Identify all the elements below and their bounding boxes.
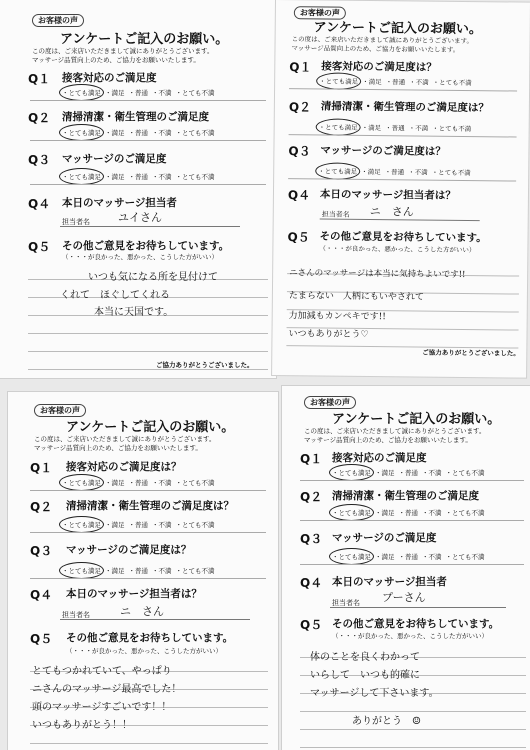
rating-very-dissatisfied[interactable]: ・とても不満 bbox=[175, 129, 215, 137]
rating-dissatisfied[interactable]: ・不満 bbox=[152, 479, 172, 487]
comment-line-4: ありがとう ☺ bbox=[352, 716, 421, 727]
rating-satisfied[interactable]: ・満足 bbox=[375, 509, 395, 517]
comment-line-3: 力加減もカンペキです!! bbox=[288, 311, 386, 323]
rating-very-satisfied[interactable]: ・とても満足 bbox=[319, 77, 359, 86]
sheet-title: アンケートご記入のお願い。 bbox=[60, 32, 229, 47]
q5-text: その他ご意見をお待ちしています。 bbox=[332, 618, 500, 630]
q4-text: 本日のマッサージ担当者は？ bbox=[66, 588, 202, 600]
comment-line-2: たまらない 人柄にもいやされて bbox=[288, 291, 424, 303]
survey-sheet-3 bbox=[8, 392, 278, 750]
rating-satisfied[interactable]: ・満足 bbox=[105, 89, 125, 97]
rating-satisfied[interactable]: ・満足 bbox=[105, 129, 125, 137]
q5-subtext: （・・・が良かった、悪かった、こうした方がいい） bbox=[62, 253, 218, 261]
sheet-title: アンケートご記入のお願い。 bbox=[332, 412, 501, 427]
rating-very-dissatisfied[interactable]: ・とても不満 bbox=[445, 509, 485, 517]
q2-rating-scale[interactable] bbox=[332, 508, 485, 517]
rating-satisfied[interactable]: ・満足 bbox=[105, 567, 125, 575]
divider bbox=[30, 184, 266, 185]
q1-text: 接客対応のご満足度は？ bbox=[66, 461, 182, 473]
staff-name-underline bbox=[60, 619, 250, 620]
voice-tag: お客様の声 bbox=[34, 404, 86, 417]
survey-sheet-1 bbox=[0, 0, 276, 378]
q4-number: Q４ bbox=[30, 588, 53, 602]
rating-very-satisfied[interactable]: ・とても満足 bbox=[62, 173, 101, 181]
rating-dissatisfied[interactable]: ・不満 bbox=[408, 168, 428, 177]
sheet-title: アンケートご記入のお願い。 bbox=[313, 20, 483, 38]
q3-number: Q３ bbox=[300, 532, 323, 546]
divider bbox=[288, 178, 516, 181]
thanks-note: ご協力ありがとうございました。 bbox=[156, 361, 254, 369]
rating-satisfied[interactable]: ・満足 bbox=[375, 553, 395, 561]
q2-text: 清掃清潔・衛生管理のご満足度 bbox=[62, 111, 209, 123]
rating-satisfied[interactable]: ・満足 bbox=[105, 479, 125, 487]
rating-very-dissatisfied[interactable]: ・とても不満 bbox=[175, 521, 215, 529]
rating-dissatisfied[interactable]: ・不満 bbox=[152, 89, 172, 97]
rating-neutral[interactable]: ・普通 bbox=[128, 173, 148, 181]
staff-name-underline bbox=[320, 218, 480, 221]
q3-text: マッサージのご満足度 bbox=[62, 153, 167, 165]
rating-dissatisfied[interactable]: ・不満 bbox=[422, 469, 442, 477]
q1-number: Q１ bbox=[300, 452, 323, 466]
comment-line-1: ニさんのマッサージは本当に気持ちよいです!! bbox=[289, 268, 466, 280]
intro-line-2: マッサージ品質向上のため、ご協力をお願いいたします。 bbox=[304, 436, 472, 444]
q5-number: Q５ bbox=[300, 618, 323, 632]
rating-very-dissatisfied[interactable]: ・とても不満 bbox=[175, 567, 215, 575]
comment-line-1: いつも気になる所を見付けて bbox=[88, 272, 218, 283]
rating-dissatisfied[interactable]: ・不満 bbox=[152, 567, 172, 575]
q1-number: Q１ bbox=[289, 60, 312, 75]
q1-number: Q１ bbox=[30, 461, 53, 475]
q1-rating-scale[interactable] bbox=[332, 468, 485, 477]
rating-very-satisfied[interactable]: ・とても満足 bbox=[62, 521, 101, 529]
rating-very-dissatisfied[interactable]: ・とても不満 bbox=[432, 78, 472, 88]
q4-text: 本日のマッサージ担当者 bbox=[332, 576, 447, 588]
rating-neutral[interactable]: ・普通 bbox=[398, 553, 418, 561]
q5-text: その他ご意見をお待ちしています。 bbox=[66, 632, 234, 644]
q3-rating-scale[interactable] bbox=[62, 172, 215, 181]
rating-very-satisfied[interactable]: ・とても満足 bbox=[318, 167, 358, 176]
intro-line-1: この度は、ご来店いただきまして誠にありがとうございます。 bbox=[34, 435, 216, 443]
rating-neutral[interactable]: ・普通 bbox=[128, 567, 148, 575]
q3-rating-scale[interactable] bbox=[318, 166, 471, 177]
q1-text: 接客対応のご満足度 bbox=[62, 72, 157, 84]
rating-very-satisfied[interactable]: ・とても満足 bbox=[62, 479, 101, 487]
q2-rating-scale[interactable] bbox=[62, 128, 215, 137]
divider bbox=[289, 134, 517, 137]
rating-satisfied[interactable]: ・満足 bbox=[361, 167, 381, 177]
comment-line-3: 本当に天国です。 bbox=[94, 307, 174, 318]
rating-very-satisfied[interactable]: ・とても満足 bbox=[62, 567, 101, 575]
comment-line-3: 頭のマッサージすごいです！！ bbox=[32, 702, 172, 713]
comment-line-1: 体のことを良くわかって bbox=[310, 652, 420, 663]
divider bbox=[30, 532, 266, 533]
rating-satisfied[interactable]: ・満足 bbox=[362, 77, 382, 87]
rating-very-dissatisfied[interactable]: ・とても不満 bbox=[431, 168, 471, 178]
q1-rating-scale[interactable] bbox=[319, 76, 472, 87]
q4-text: 本日のマッサージ担当者は？ bbox=[319, 188, 456, 202]
comment-line-4: いつもありがとう♡ bbox=[288, 329, 369, 340]
q2-text: 清掃清潔・衛生管理のご満足度 bbox=[332, 490, 479, 502]
rating-dissatisfied[interactable]: ・不満 bbox=[152, 129, 172, 137]
q1-text: 接客対応のご満足度は？ bbox=[321, 60, 437, 74]
rating-very-satisfied[interactable]: ・とても満足 bbox=[332, 509, 371, 517]
q5-number: Q５ bbox=[28, 240, 51, 254]
q1-rating-scale[interactable] bbox=[62, 478, 215, 487]
divider bbox=[30, 140, 266, 141]
rating-very-satisfied[interactable]: ・とても満足 bbox=[62, 89, 101, 97]
rating-neutral[interactable]: ・普通 bbox=[128, 89, 148, 97]
staff-name-underline bbox=[330, 607, 506, 608]
rating-neutral[interactable]: ・普通 bbox=[128, 479, 148, 487]
q5-subtext: （・・・が良かった、悪かった、こうした方がいい） bbox=[319, 244, 476, 255]
rating-neutral[interactable]: ・普通 bbox=[384, 168, 405, 177]
q2-text: 清掃清潔・衛生管理のご満足度は？ bbox=[320, 100, 489, 115]
rating-neutral[interactable]: ・普通 bbox=[128, 129, 148, 137]
q1-text: 接客対応のご満足度 bbox=[332, 452, 427, 464]
sheet-title: アンケートご記入のお願い。 bbox=[66, 420, 235, 435]
divider bbox=[300, 520, 524, 521]
comment-line-1: とてもつかれていて、やっぱり bbox=[32, 666, 172, 677]
intro-line-2: マッサージ品質向上のため、ご協力をお願いいたします。 bbox=[32, 56, 200, 64]
rating-neutral[interactable]: ・普通 bbox=[398, 469, 418, 477]
q4-number: Q４ bbox=[300, 576, 323, 590]
staff-name-underline bbox=[60, 226, 240, 227]
divider bbox=[30, 578, 266, 579]
comment-line-2: ニさんのマッサージ最高でした！ bbox=[32, 684, 182, 695]
rating-neutral[interactable]: ・普通 bbox=[385, 124, 405, 133]
q3-number: Q３ bbox=[28, 153, 51, 167]
rating-neutral[interactable]: ・普通 bbox=[398, 509, 418, 517]
divider bbox=[30, 100, 266, 101]
q3-rating-scale[interactable] bbox=[332, 552, 485, 561]
staff-name-label: 担当者名 bbox=[62, 611, 90, 619]
q3-text: マッサージのご満足度は？ bbox=[66, 544, 192, 556]
q5-text: その他ご意見をお待ちしています。 bbox=[319, 230, 487, 245]
q2-rating-scale[interactable] bbox=[319, 122, 472, 133]
q3-text: マッサージのご満足度は？ bbox=[320, 144, 446, 158]
comment-line-4: いつもありがとう！！ bbox=[32, 720, 132, 731]
voice-tag: お客様の声 bbox=[32, 14, 84, 27]
q2-rating-scale[interactable] bbox=[62, 520, 215, 529]
divider bbox=[300, 564, 524, 565]
rating-very-dissatisfied[interactable]: ・とても不満 bbox=[445, 553, 485, 561]
staff-name-label: 担当者名 bbox=[62, 218, 90, 226]
rating-dissatisfied[interactable]: ・不満 bbox=[409, 78, 429, 87]
rating-very-satisfied[interactable]: ・とても満足 bbox=[332, 553, 371, 561]
voice-tag: お客様の声 bbox=[294, 6, 346, 20]
q4-text: 本日のマッサージ担当者 bbox=[62, 197, 177, 209]
comment-line-2: いらして いつも的確に bbox=[310, 670, 420, 681]
rating-dissatisfied[interactable]: ・不満 bbox=[152, 173, 172, 181]
q2-number: Q２ bbox=[288, 100, 312, 115]
staff-name-value[interactable]: ニ さん bbox=[120, 605, 164, 618]
rating-satisfied[interactable]: ・満足 bbox=[361, 123, 382, 133]
staff-name-value[interactable]: ニ さん bbox=[369, 204, 414, 219]
rating-dissatisfied[interactable]: ・不満 bbox=[408, 124, 429, 133]
q3-number: Q３ bbox=[288, 144, 311, 159]
rating-very-dissatisfied[interactable]: ・とても不満 bbox=[175, 479, 215, 487]
intro-line-2: マッサージ品質向上のため、ご協力をお願いいたします。 bbox=[291, 44, 460, 54]
q1-number: Q１ bbox=[28, 72, 51, 86]
q2-number: Q２ bbox=[28, 111, 51, 125]
rating-dissatisfied[interactable]: ・不満 bbox=[422, 509, 442, 517]
rating-very-dissatisfied[interactable]: ・とても不満 bbox=[175, 173, 215, 181]
rating-very-satisfied[interactable]: ・とても満足 bbox=[62, 129, 101, 137]
q5-subtext: （・・・が良かった、悪かった、こうした方がいい） bbox=[66, 647, 222, 655]
q4-number: Q４ bbox=[287, 188, 311, 203]
q5-subtext: （・・・が良かった、悪かった、こうした方がいい） bbox=[332, 632, 488, 640]
comment-line-3: マッサージして下さいます。 bbox=[310, 688, 439, 699]
staff-name-value[interactable]: ユイさん bbox=[118, 211, 162, 224]
q5-text: その他ご意見をお待ちしています。 bbox=[62, 240, 230, 252]
rating-satisfied[interactable]: ・満足 bbox=[375, 469, 395, 477]
q2-number: Q２ bbox=[30, 500, 53, 514]
q5-number: Q５ bbox=[30, 632, 53, 646]
q3-rating-scale[interactable] bbox=[62, 566, 215, 575]
rating-very-dissatisfied[interactable]: ・とても不満 bbox=[432, 124, 472, 134]
q3-number: Q３ bbox=[30, 544, 53, 558]
q2-text: 清掃清潔・衛生管理のご満足度は？ bbox=[66, 500, 234, 512]
divider bbox=[30, 490, 266, 491]
rating-very-dissatisfied[interactable]: ・とても不満 bbox=[445, 469, 485, 477]
intro-line-1: この度は、ご来店いただきまして誠にありがとうございます。 bbox=[32, 47, 214, 55]
divider bbox=[300, 480, 524, 481]
thanks-note: ご協力ありがとうございました。 bbox=[422, 348, 520, 358]
staff-name-value[interactable]: プーさん bbox=[382, 591, 426, 604]
q4-number: Q４ bbox=[28, 197, 51, 211]
intro-line-2: マッサージ品質向上のため、ご協力をお願いいたします。 bbox=[34, 444, 202, 452]
rating-neutral[interactable]: ・普通 bbox=[385, 78, 406, 87]
q5-number: Q５ bbox=[287, 230, 310, 245]
voice-tag: お客様の声 bbox=[304, 396, 356, 409]
staff-name-label: 担当者名 bbox=[332, 599, 360, 607]
rating-very-satisfied[interactable]: ・とても満足 bbox=[318, 123, 358, 132]
survey-sheet-4 bbox=[282, 386, 530, 750]
divider bbox=[289, 88, 517, 91]
q3-text: マッサージのご満足度 bbox=[332, 532, 437, 544]
rating-dissatisfied[interactable]: ・不満 bbox=[152, 521, 172, 529]
intro-line-1: この度は、ご来店いただきまして誠にありがとうございます。 bbox=[304, 427, 486, 435]
rating-satisfied[interactable]: ・満足 bbox=[105, 521, 125, 529]
comment-line-2: くれて ほぐしてくれる bbox=[60, 290, 170, 301]
rating-neutral[interactable]: ・普通 bbox=[128, 521, 148, 529]
rating-very-satisfied[interactable]: ・とても満足 bbox=[332, 469, 371, 477]
intro-line-1: この度は、ご来店いただきまして誠にありがとうございます。 bbox=[291, 35, 474, 46]
rating-very-dissatisfied[interactable]: ・とても不満 bbox=[175, 89, 215, 97]
q2-number: Q２ bbox=[300, 490, 323, 504]
survey-sheet-2 bbox=[272, 0, 530, 378]
rating-dissatisfied[interactable]: ・不満 bbox=[422, 553, 442, 561]
q1-rating-scale[interactable] bbox=[62, 88, 215, 97]
staff-name-label: 担当者名 bbox=[321, 210, 350, 219]
rating-satisfied[interactable]: ・満足 bbox=[105, 173, 125, 181]
